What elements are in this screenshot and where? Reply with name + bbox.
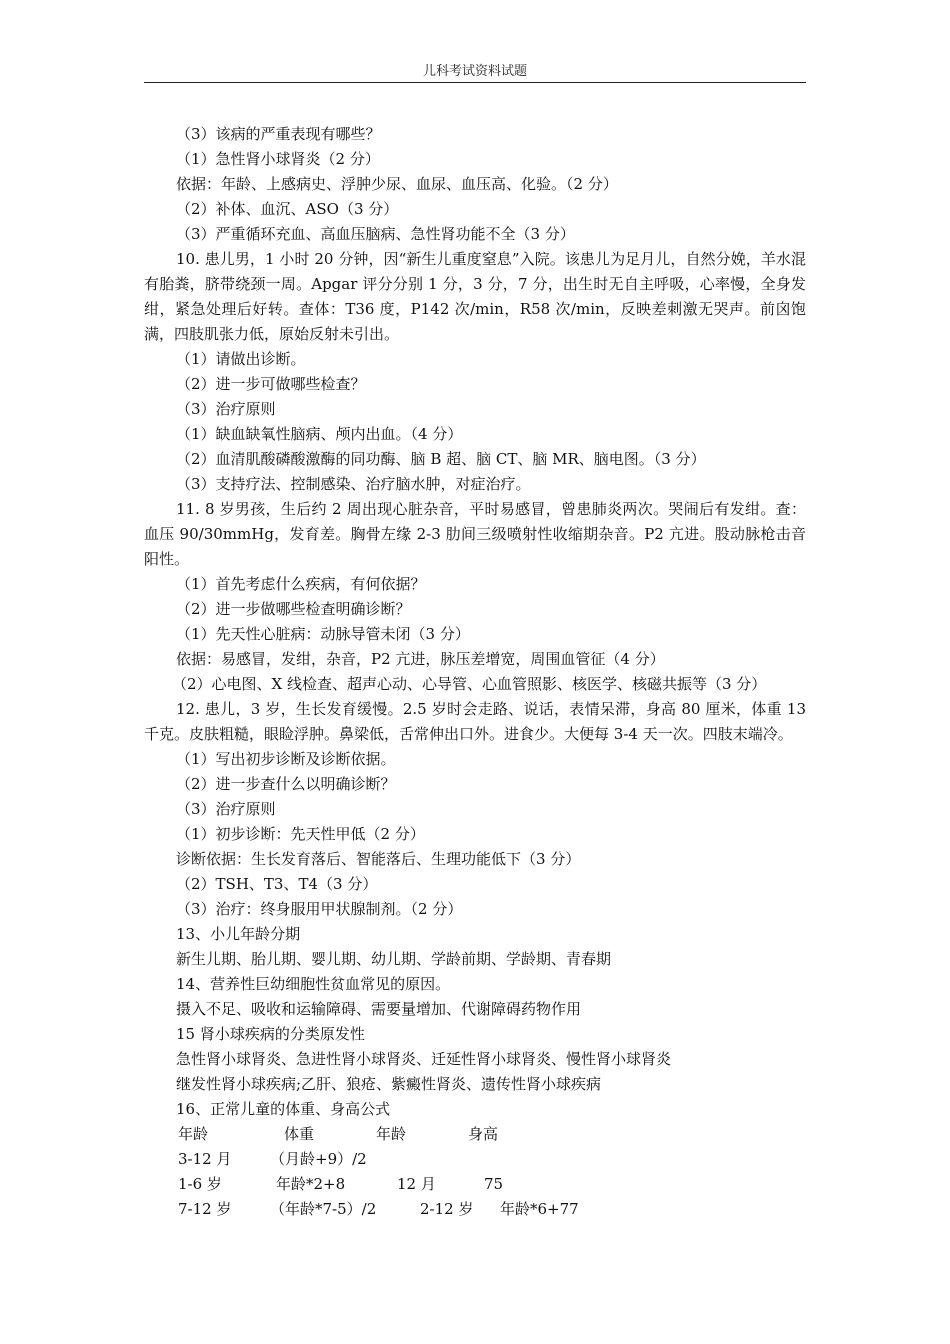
text-line: 继发性肾小球疾病;乙肝、狼疮、紫癜性肾炎、遗传性肾小球疾病 <box>176 1075 602 1093</box>
text-line: （2）心电图、X 线检查、超声心动、心导管、心血管照影、核医学、核磁共振等（3 分） <box>172 675 767 693</box>
formula-table-row <box>144 1197 806 1222</box>
text-line: （1）急性肾小球肾炎（2 分） <box>176 150 380 168</box>
text-line: （2）补体、血沉、ASO（3 分） <box>176 200 399 218</box>
table-header-cell: 年龄 <box>376 1125 407 1143</box>
text-line: （2）TSH、T3、T4（3 分） <box>176 875 378 893</box>
text-line: （1）初步诊断：先天性甲低（2 分） <box>176 825 425 843</box>
text-line: （3）治疗：终身服用甲状腺制剂。（2 分） <box>176 900 463 918</box>
section-heading: 14、营养性巨幼细胞性贫血常见的原因。 <box>176 975 451 993</box>
text-line: （3）支持疗法、控制感染、治疗脑水肿，对症治疗。 <box>176 475 531 493</box>
header-divider <box>144 82 806 83</box>
table-cell: 75 <box>484 1175 504 1193</box>
section-heading: 13、小儿年龄分期 <box>176 925 301 943</box>
table-header-cell: 体重 <box>284 1125 315 1143</box>
text-line: （3）严重循环充血、高血压脑病、急性肾功能不全（3 分） <box>176 225 575 243</box>
table-cell: 年龄*2+8 <box>276 1175 346 1193</box>
page-header: 儿科考试资料试题 <box>422 64 527 79</box>
formula-table-row <box>144 1172 806 1197</box>
table-cell: 12 月 <box>397 1175 436 1193</box>
table-cell: 2-12 岁 <box>420 1200 474 1218</box>
text-line: （1）首先考虑什么疾病，有何依据？ <box>176 575 426 593</box>
text-line: （1）写出初步诊断及诊断依据。 <box>176 750 396 768</box>
table-header-cell: 身高 <box>468 1125 499 1143</box>
text-line: （1）请做出诊断。 <box>176 350 306 368</box>
question-12-paragraph: 12. 患儿，3 岁，生长发育缓慢。2.5 岁时会走路、说话，表情呆滞，身高 80 厘米，体重 13 千克。皮肤粗糙，眼睑浮肿。鼻梁低，舌常伸出口外。进食少。大便每 3-4 天一次。四肢末端冷。 <box>144 700 806 743</box>
table-cell: 7-12 岁 <box>178 1200 232 1218</box>
text-line: 急性肾小球肾炎、急进性肾小球肾炎、迁延性肾小球肾炎、慢性肾小球肾炎 <box>176 1050 672 1068</box>
formula-table-row <box>144 1147 806 1172</box>
text-line: （2）血清肌酸磷酸激酶的同功酶、脑 B 超、脑 CT、脑 MR、脑电图。（3 分） <box>176 450 706 468</box>
section-heading: 15 肾小球疾病的分类原发性 <box>176 1025 365 1043</box>
text-line: 诊断依据：生长发育落后、智能落后、生理功能低下（3 分） <box>176 850 581 868</box>
text-line: （2）进一步可做哪些检查？ <box>176 375 366 393</box>
table-cell: （年龄*7-5）/2 <box>270 1200 377 1218</box>
question-11-paragraph: 11. 8 岁男孩，生后约 2 周出现心脏杂音，平时易感冒，曾患肺炎两次。哭闹后有发绀。查：血压 90/30mmHg，发育差。胸骨左缘 2-3 肋间三级喷射性收缩期杂音。P2 亢进。股动脉枪击音阳性。 <box>144 500 806 568</box>
text-line: （3）治疗原则 <box>176 800 276 818</box>
text-line: （2）进一步做哪些检查明确诊断？ <box>176 600 411 618</box>
section-heading: 16、正常儿童的体重、身高公式 <box>176 1100 391 1118</box>
formula-table-header <box>144 1122 806 1147</box>
table-cell: 1-6 岁 <box>178 1175 222 1193</box>
text-line: （1）先天性心脏病：动脉导管未闭（3 分） <box>176 625 470 643</box>
question-10-paragraph: 10. 患儿男，1 小时 20 分钟，因“新生儿重度窒息”入院。该患儿为足月儿，自然分娩，羊水混有胎粪，脐带绕颈一周。Apgar 评分分别 1 分，3 分，7 分，出生时无自主呼吸，心率慢，全身发绀，紧急处理后好转。查体：T36 度，P142 次/min，R58 次/min，反映差刺激无哭声。前囟饱满，四肢肌张力低，原始反射未引出。 <box>144 250 806 343</box>
document-body <box>144 122 806 1222</box>
text-line: （3）治疗原则 <box>176 400 276 418</box>
text-line: 摄入不足、吸收和运输障碍、需要量增加、代谢障碍药物作用 <box>176 1000 582 1018</box>
text-line: 依据：易感冒，发绀，杂音，P2 亢进，脉压差增宽，周围血管征（4 分） <box>176 650 665 668</box>
text-line: （3）该病的严重表现有哪些？ <box>176 125 381 143</box>
text-line: （2）进一步查什么以明确诊断？ <box>176 775 396 793</box>
table-cell: 3-12 月 <box>178 1150 232 1168</box>
table-header-cell: 年龄 <box>178 1125 209 1143</box>
text-line: 新生儿期、胎儿期、婴儿期、幼儿期、学龄前期、学龄期、青春期 <box>176 950 612 968</box>
table-cell: 年龄*6+77 <box>500 1200 579 1218</box>
text-line: （1）缺血缺氧性脑病、颅内出血。（4 分） <box>176 425 463 443</box>
table-cell: （月龄+9）/2 <box>270 1150 367 1168</box>
text-line: 依据：年龄、上感病史、浮肿少尿、血尿、血压高、化验。（2 分） <box>176 175 618 193</box>
